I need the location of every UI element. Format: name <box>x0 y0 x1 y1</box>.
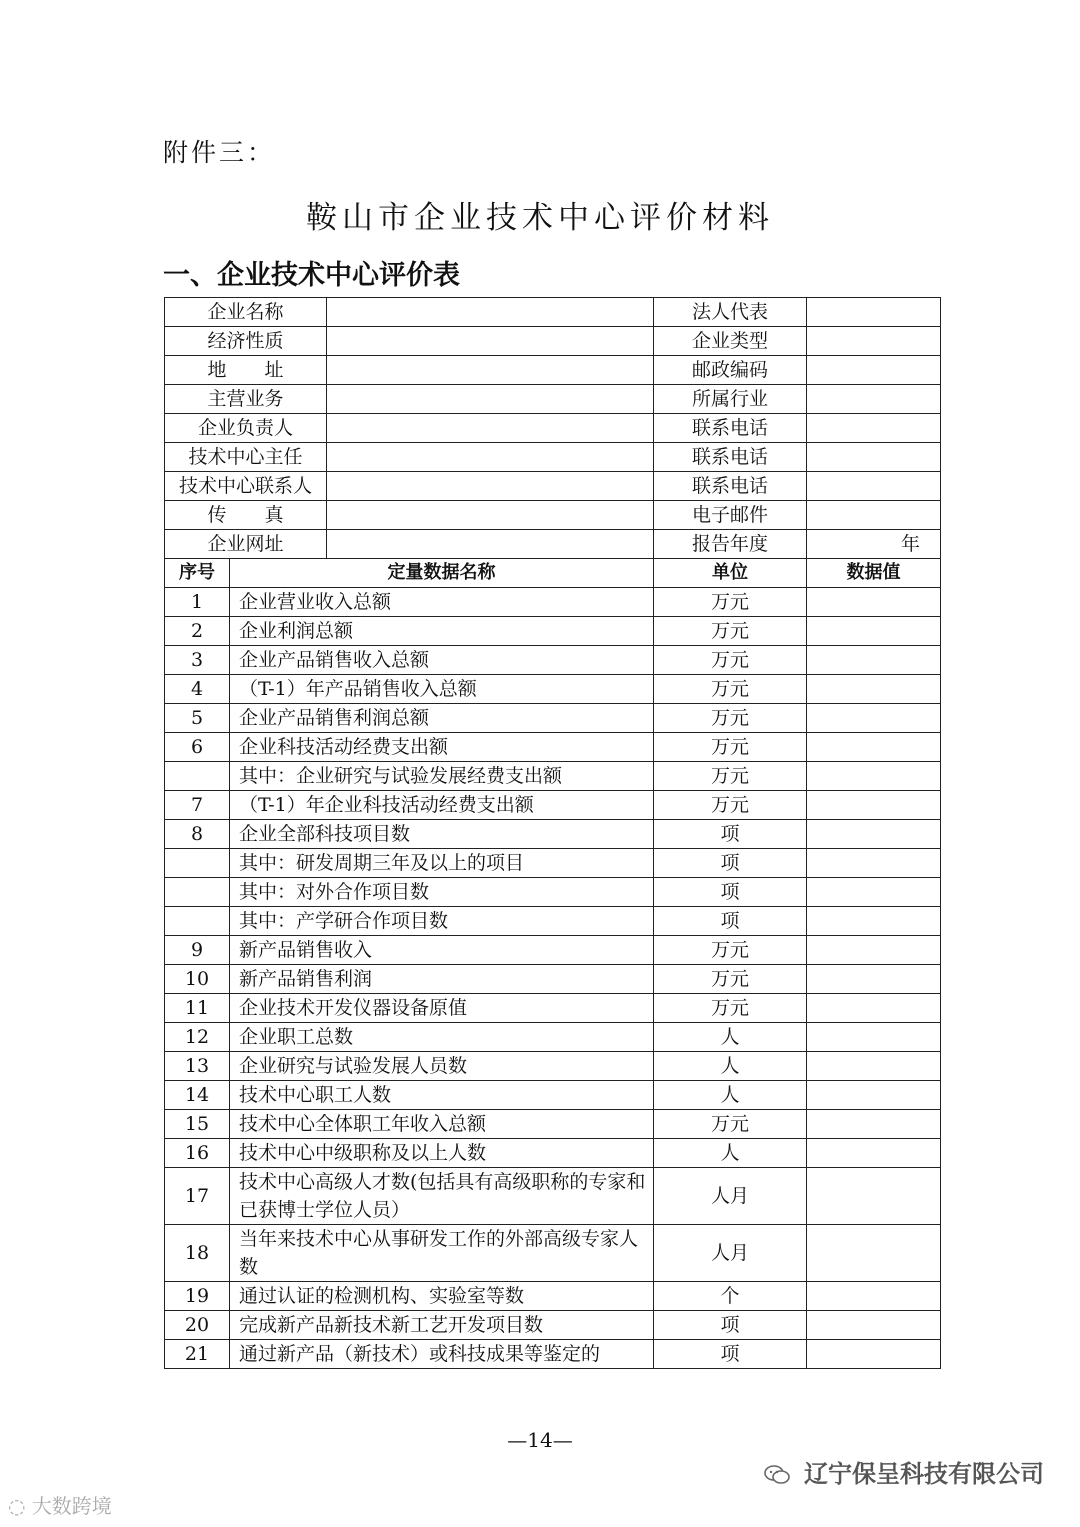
row-name: 企业利润总额 <box>230 617 654 646</box>
row-name: 技术中心职工人数 <box>230 1081 654 1110</box>
row-unit: 万元 <box>654 675 807 704</box>
row-value[interactable] <box>807 617 941 646</box>
table-row <box>165 617 941 646</box>
info-left-label: 地 址 <box>165 356 327 385</box>
info-right-value[interactable] <box>807 356 941 385</box>
info-row <box>165 443 941 472</box>
row-value[interactable] <box>807 1139 941 1168</box>
table-row <box>165 1139 941 1168</box>
row-seq: 7 <box>165 791 230 820</box>
row-name: 完成新产品新技术新工艺开发项目数 <box>230 1311 654 1340</box>
row-unit: 万元 <box>654 646 807 675</box>
row-value[interactable] <box>807 791 941 820</box>
row-value[interactable] <box>807 878 941 907</box>
info-left-label: 技术中心联系人 <box>165 472 327 501</box>
row-unit: 万元 <box>654 965 807 994</box>
wechat-icon <box>764 1465 790 1485</box>
document-title: 鞍山市企业技术中心评价材料 <box>306 200 774 236</box>
row-unit: 项 <box>654 878 807 907</box>
header-seq: 序号 <box>165 559 230 588</box>
info-right-label: 电子邮件 <box>654 501 807 530</box>
row-seq: 20 <box>165 1311 230 1340</box>
info-row <box>165 298 941 327</box>
info-right-value[interactable] <box>807 472 941 501</box>
header-name: 定量数据名称 <box>230 559 654 588</box>
row-unit: 万元 <box>654 1110 807 1139</box>
row-unit: 万元 <box>654 588 807 617</box>
row-value[interactable] <box>807 588 941 617</box>
row-value[interactable] <box>807 1340 941 1369</box>
row-value[interactable] <box>807 994 941 1023</box>
watermark-right-text: 辽宁保呈科技有限公司 <box>804 1460 1044 1488</box>
row-name: 其中：产学研合作项目数 <box>230 907 654 936</box>
row-value[interactable] <box>807 1081 941 1110</box>
watermark-right <box>764 1454 1044 1489</box>
row-unit: 人月 <box>654 1168 807 1225</box>
table-row <box>165 820 941 849</box>
row-name: 新产品销售利润 <box>230 965 654 994</box>
row-name: 新产品销售收入 <box>230 936 654 965</box>
row-unit: 人 <box>654 1052 807 1081</box>
info-right-label: 所属行业 <box>654 385 807 414</box>
row-name: 企业科技活动经费支出额 <box>230 733 654 762</box>
table-row <box>165 588 941 617</box>
info-left-value[interactable] <box>327 327 654 356</box>
info-right-label: 法人代表 <box>654 298 807 327</box>
row-unit: 项 <box>654 1340 807 1369</box>
row-seq: 6 <box>165 733 230 762</box>
row-seq <box>165 878 230 907</box>
page-number: —14— <box>507 1428 573 1452</box>
row-seq: 17 <box>165 1168 230 1225</box>
info-right-value[interactable] <box>807 385 941 414</box>
row-seq: 12 <box>165 1023 230 1052</box>
table-row <box>165 791 941 820</box>
row-unit: 人 <box>654 1023 807 1052</box>
row-name: 企业营业收入总额 <box>230 588 654 617</box>
row-value[interactable] <box>807 1110 941 1139</box>
row-seq: 16 <box>165 1139 230 1168</box>
info-left-value[interactable] <box>327 530 654 559</box>
row-value[interactable] <box>807 1225 941 1282</box>
info-right-label: 报告年度 <box>654 530 807 559</box>
row-unit: 人 <box>654 1139 807 1168</box>
row-name: 其中：企业研究与试验发展经费支出额 <box>230 762 654 791</box>
info-right-label: 联系电话 <box>654 472 807 501</box>
info-right-label: 邮政编码 <box>654 356 807 385</box>
row-unit: 万元 <box>654 994 807 1023</box>
info-left-label: 主营业务 <box>165 385 327 414</box>
info-left-label: 企业网址 <box>165 530 327 559</box>
info-left-label: 经济性质 <box>165 327 327 356</box>
row-unit: 项 <box>654 820 807 849</box>
info-left-value[interactable] <box>327 298 654 327</box>
info-left-label: 传 真 <box>165 501 327 530</box>
info-left-value[interactable] <box>327 356 654 385</box>
info-left-label: 技术中心主任 <box>165 443 327 472</box>
row-seq: 18 <box>165 1225 230 1282</box>
row-unit: 项 <box>654 907 807 936</box>
row-name: 技术中心全体职工年收入总额 <box>230 1110 654 1139</box>
row-seq: 13 <box>165 1052 230 1081</box>
row-name: （T-1）年产品销售收入总额 <box>230 675 654 704</box>
annex-label: 附件三： <box>163 138 276 167</box>
row-name: 当年来技术中心从事研发工作的外部高级专家人数 <box>230 1225 654 1282</box>
row-value[interactable] <box>807 646 941 675</box>
table-row <box>165 1311 941 1340</box>
table-row <box>165 1023 941 1052</box>
header-value: 数据值 <box>807 559 941 588</box>
row-name: 企业技术开发仪器设备原值 <box>230 994 654 1023</box>
table-row <box>165 704 941 733</box>
info-right-label: 联系电话 <box>654 443 807 472</box>
info-left-value[interactable] <box>327 385 654 414</box>
row-name: 通过认证的检测机构、实验室等数 <box>230 1282 654 1311</box>
row-name: 企业职工总数 <box>230 1023 654 1052</box>
row-value[interactable] <box>807 675 941 704</box>
row-value[interactable] <box>807 1023 941 1052</box>
info-row <box>165 327 941 356</box>
info-right-value[interactable] <box>807 298 941 327</box>
info-row <box>165 385 941 414</box>
row-seq <box>165 762 230 791</box>
row-name: 企业全部科技项目数 <box>230 820 654 849</box>
table-row <box>165 646 941 675</box>
info-left-value[interactable] <box>327 472 654 501</box>
info-right-value[interactable] <box>807 501 941 530</box>
info-row <box>165 472 941 501</box>
watermark-left <box>8 1490 112 1519</box>
row-value[interactable] <box>807 762 941 791</box>
info-right-value[interactable] <box>807 327 941 356</box>
header-unit: 单位 <box>654 559 807 588</box>
table-row <box>165 762 941 791</box>
info-left-value[interactable] <box>327 414 654 443</box>
info-row <box>165 356 941 385</box>
weibo-icon: ◌ <box>8 1494 26 1518</box>
row-seq: 8 <box>165 820 230 849</box>
info-right-value[interactable] <box>807 443 941 472</box>
info-left-value[interactable] <box>327 443 654 472</box>
section-title: 一、企业技术中心评价表 <box>163 260 460 291</box>
row-seq: 15 <box>165 1110 230 1139</box>
row-seq: 14 <box>165 1081 230 1110</box>
row-seq: 4 <box>165 675 230 704</box>
table-row <box>165 1168 941 1225</box>
row-value[interactable] <box>807 907 941 936</box>
table-row <box>165 849 941 878</box>
row-name: 企业产品销售收入总额 <box>230 646 654 675</box>
table-row <box>165 1052 941 1081</box>
row-name: 企业研究与试验发展人员数 <box>230 1052 654 1081</box>
info-row <box>165 501 941 530</box>
info-row <box>165 414 941 443</box>
table-row <box>165 675 941 704</box>
table-row <box>165 1282 941 1311</box>
table-row <box>165 1225 941 1282</box>
evaluation-table <box>164 297 941 1369</box>
row-unit: 人 <box>654 1081 807 1110</box>
row-seq: 11 <box>165 994 230 1023</box>
row-seq: 10 <box>165 965 230 994</box>
row-unit: 项 <box>654 1311 807 1340</box>
info-left-value[interactable] <box>327 501 654 530</box>
table-row <box>165 907 941 936</box>
row-name: 其中：对外合作项目数 <box>230 878 654 907</box>
row-value[interactable] <box>807 1311 941 1340</box>
row-name: 技术中心高级人才数(包括具有高级职称的专家和已获博士学位人员） <box>230 1168 654 1225</box>
info-right-label: 联系电话 <box>654 414 807 443</box>
row-seq: 21 <box>165 1340 230 1369</box>
info-right-value[interactable]: 年 <box>807 530 941 559</box>
info-right-value[interactable] <box>807 414 941 443</box>
row-unit: 个 <box>654 1282 807 1311</box>
row-seq: 3 <box>165 646 230 675</box>
table-row <box>165 936 941 965</box>
info-row <box>165 530 941 559</box>
row-unit: 项 <box>654 849 807 878</box>
table-row <box>165 1081 941 1110</box>
row-value[interactable] <box>807 733 941 762</box>
row-unit: 万元 <box>654 791 807 820</box>
row-seq <box>165 907 230 936</box>
info-section <box>165 298 941 559</box>
info-right-label: 企业类型 <box>654 327 807 356</box>
watermark-left-text: 大数跨境 <box>31 1494 112 1518</box>
row-value[interactable] <box>807 820 941 849</box>
table-row <box>165 965 941 994</box>
row-value[interactable] <box>807 1052 941 1081</box>
table-row <box>165 878 941 907</box>
row-seq: 2 <box>165 617 230 646</box>
table-row <box>165 733 941 762</box>
row-unit: 人月 <box>654 1225 807 1282</box>
row-seq: 1 <box>165 588 230 617</box>
row-seq: 19 <box>165 1282 230 1311</box>
row-value[interactable] <box>807 936 941 965</box>
row-name: （T-1）年企业科技活动经费支出额 <box>230 791 654 820</box>
row-name: 通过新产品（新技术）或科技成果等鉴定的 <box>230 1340 654 1369</box>
row-name: 技术中心中级职称及以上人数 <box>230 1139 654 1168</box>
data-header <box>165 559 941 588</box>
row-name: 企业产品销售利润总额 <box>230 704 654 733</box>
table-row <box>165 1110 941 1139</box>
row-unit: 万元 <box>654 762 807 791</box>
row-unit: 万元 <box>654 936 807 965</box>
row-value[interactable] <box>807 1168 941 1225</box>
row-name: 其中：研发周期三年及以上的项目 <box>230 849 654 878</box>
row-value[interactable] <box>807 965 941 994</box>
data-section <box>165 588 941 1369</box>
row-seq: 5 <box>165 704 230 733</box>
row-unit: 万元 <box>654 617 807 646</box>
row-seq: 9 <box>165 936 230 965</box>
info-left-label: 企业负责人 <box>165 414 327 443</box>
row-value[interactable] <box>807 1282 941 1311</box>
table-row <box>165 1340 941 1369</box>
row-value[interactable] <box>807 849 941 878</box>
row-unit: 万元 <box>654 733 807 762</box>
row-value[interactable] <box>807 704 941 733</box>
row-seq <box>165 849 230 878</box>
row-unit: 万元 <box>654 704 807 733</box>
info-left-label: 企业名称 <box>165 298 327 327</box>
table-row <box>165 994 941 1023</box>
